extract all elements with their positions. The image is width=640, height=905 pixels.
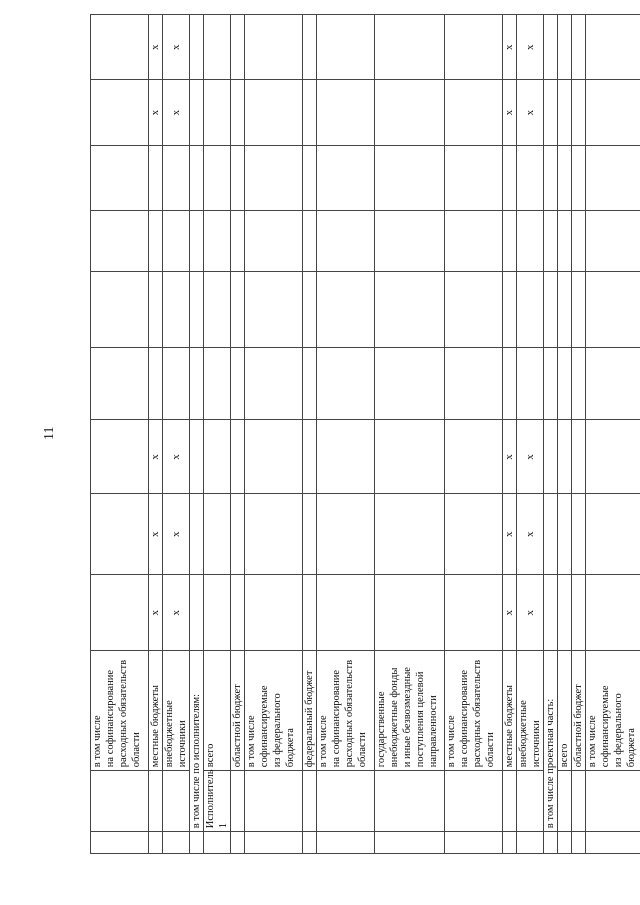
value-cell — [303, 145, 317, 210]
value-cell — [586, 80, 640, 145]
table-row — [204, 15, 231, 854]
value-cell — [204, 145, 231, 210]
value-cell — [303, 348, 317, 420]
value-cell — [149, 211, 163, 272]
value-cell: x — [503, 420, 517, 494]
value-cell — [231, 420, 245, 494]
value-cell — [544, 420, 558, 494]
value-cell: x — [517, 494, 544, 575]
value-cell — [163, 348, 190, 420]
table-row — [586, 15, 640, 854]
gap-cell — [503, 832, 517, 854]
row-label: внебюджетные источники — [163, 651, 190, 771]
gap-cell — [245, 832, 303, 854]
table-row — [303, 15, 317, 854]
value-cell — [303, 211, 317, 272]
value-cell — [572, 575, 586, 651]
row-label: местные бюджеты — [149, 651, 163, 771]
value-cell — [544, 211, 558, 272]
value-cell — [317, 420, 375, 494]
value-cell — [149, 145, 163, 210]
table-row — [572, 15, 586, 854]
group-cell: Исполнитель 1 — [204, 771, 231, 832]
group-cell — [517, 771, 544, 832]
value-cell — [558, 420, 572, 494]
value-cell — [245, 348, 303, 420]
group-cell — [163, 771, 190, 832]
value-cell — [445, 211, 503, 272]
value-cell — [190, 420, 204, 494]
value-cell — [303, 494, 317, 575]
value-cell: x — [149, 80, 163, 145]
value-cell — [517, 348, 544, 420]
value-cell — [445, 15, 503, 80]
value-cell — [586, 145, 640, 210]
value-cell: x — [149, 15, 163, 80]
table-row — [149, 15, 163, 854]
budget-table — [90, 14, 637, 854]
table-row — [91, 15, 149, 854]
value-cell — [317, 15, 375, 80]
group-cell — [149, 771, 163, 832]
row-label: федеральный бюджет — [303, 651, 317, 771]
value-cell — [503, 348, 517, 420]
value-cell — [317, 272, 375, 348]
value-cell — [445, 575, 503, 651]
table-row — [445, 15, 503, 854]
value-cell — [375, 575, 445, 651]
funding-table — [90, 14, 640, 854]
value-cell — [231, 211, 245, 272]
value-cell — [544, 494, 558, 575]
row-label: областной бюджет — [572, 651, 586, 771]
gap-cell — [204, 832, 231, 854]
gap-cell — [544, 832, 558, 854]
value-cell — [558, 15, 572, 80]
value-cell: x — [503, 15, 517, 80]
gap-cell — [517, 832, 544, 854]
group-cell — [231, 771, 245, 832]
value-cell — [586, 494, 640, 575]
value-cell — [149, 272, 163, 348]
table-row — [544, 15, 558, 854]
value-cell — [190, 15, 204, 80]
gap-cell — [163, 832, 190, 854]
value-cell — [375, 15, 445, 80]
value-cell — [91, 145, 149, 210]
value-cell — [190, 348, 204, 420]
value-cell — [544, 348, 558, 420]
value-cell — [517, 272, 544, 348]
group-cell — [445, 771, 503, 832]
group-cell — [245, 771, 303, 832]
value-cell — [544, 575, 558, 651]
value-cell — [231, 348, 245, 420]
value-cell — [503, 272, 517, 348]
table-row — [245, 15, 303, 854]
value-cell — [231, 494, 245, 575]
value-cell — [303, 80, 317, 145]
group-cell — [317, 771, 375, 832]
gap-cell — [445, 832, 503, 854]
value-cell — [245, 15, 303, 80]
value-cell — [317, 145, 375, 210]
section-header: в том числе проектная часть: — [544, 651, 558, 832]
row-label: в том числе на софинансирование расходных обязательств области — [317, 651, 375, 771]
table-row — [317, 15, 375, 854]
value-cell — [375, 272, 445, 348]
value-cell — [204, 348, 231, 420]
value-cell — [544, 15, 558, 80]
value-cell — [375, 420, 445, 494]
value-cell — [572, 494, 586, 575]
value-cell — [375, 80, 445, 145]
value-cell — [231, 80, 245, 145]
row-label: внебюджетные источники — [517, 651, 544, 771]
value-cell — [149, 348, 163, 420]
value-cell — [517, 145, 544, 210]
value-cell — [558, 348, 572, 420]
value-cell — [91, 348, 149, 420]
row-label: в том числе на софинансирование расходных обязательств области — [445, 651, 503, 771]
value-cell: x — [503, 80, 517, 145]
value-cell — [245, 420, 303, 494]
value-cell: x — [517, 575, 544, 651]
value-cell — [503, 145, 517, 210]
value-cell — [503, 211, 517, 272]
value-cell — [245, 494, 303, 575]
value-cell — [303, 15, 317, 80]
group-cell — [91, 771, 149, 832]
group-cell — [558, 771, 572, 832]
row-label: государственные внебюджетные фонды и иные безвозмездные поступления целевой направленности — [375, 651, 445, 771]
value-cell: x — [163, 80, 190, 145]
gap-cell — [586, 832, 640, 854]
gap-cell — [558, 832, 572, 854]
row-label: областной бюджет — [231, 651, 245, 771]
value-cell — [245, 575, 303, 651]
value-cell — [303, 575, 317, 651]
value-cell — [572, 272, 586, 348]
value-cell — [204, 80, 231, 145]
table-row — [375, 15, 445, 854]
value-cell — [445, 272, 503, 348]
value-cell — [586, 15, 640, 80]
value-cell — [245, 80, 303, 145]
value-cell — [91, 494, 149, 575]
value-cell — [303, 420, 317, 494]
page-number: 11 — [42, 426, 57, 440]
gap-cell — [231, 832, 245, 854]
table-row — [517, 15, 544, 854]
value-cell: x — [149, 575, 163, 651]
value-cell — [317, 575, 375, 651]
value-cell: x — [149, 420, 163, 494]
section-header: в том числе по исполнителям: — [190, 651, 204, 832]
value-cell — [190, 575, 204, 651]
value-cell — [558, 211, 572, 272]
value-cell — [204, 15, 231, 80]
value-cell: x — [149, 494, 163, 575]
group-cell — [586, 771, 640, 832]
value-cell: x — [517, 420, 544, 494]
table-row — [163, 15, 190, 854]
table-row — [231, 15, 245, 854]
group-cell — [303, 771, 317, 832]
value-cell: x — [163, 15, 190, 80]
value-cell — [572, 145, 586, 210]
value-cell — [231, 15, 245, 80]
value-cell — [572, 420, 586, 494]
value-cell — [317, 494, 375, 575]
value-cell — [91, 420, 149, 494]
value-cell — [91, 80, 149, 145]
gap-cell — [303, 832, 317, 854]
value-cell — [231, 145, 245, 210]
value-cell — [245, 145, 303, 210]
value-cell — [231, 575, 245, 651]
value-cell — [91, 575, 149, 651]
gap-cell — [91, 832, 149, 854]
value-cell — [375, 145, 445, 210]
value-cell — [317, 80, 375, 145]
group-cell — [375, 771, 445, 832]
value-cell — [445, 145, 503, 210]
value-cell — [517, 211, 544, 272]
value-cell: x — [503, 575, 517, 651]
value-cell — [91, 211, 149, 272]
value-cell — [245, 211, 303, 272]
value-cell — [91, 15, 149, 80]
value-cell — [163, 211, 190, 272]
value-cell — [586, 575, 640, 651]
value-cell — [586, 211, 640, 272]
value-cell — [375, 494, 445, 575]
value-cell — [245, 272, 303, 348]
gap-cell — [317, 832, 375, 854]
table-row — [558, 15, 572, 854]
value-cell — [375, 348, 445, 420]
value-cell — [204, 211, 231, 272]
value-cell — [163, 145, 190, 210]
value-cell — [190, 80, 204, 145]
value-cell — [91, 272, 149, 348]
value-cell — [190, 211, 204, 272]
value-cell — [204, 575, 231, 651]
value-cell — [586, 420, 640, 494]
value-cell — [317, 211, 375, 272]
value-cell — [445, 80, 503, 145]
value-cell — [204, 494, 231, 575]
gap-cell — [190, 832, 204, 854]
table-row — [503, 15, 517, 854]
table-row — [190, 15, 204, 854]
value-cell: x — [517, 15, 544, 80]
gap-cell — [375, 832, 445, 854]
value-cell — [544, 80, 558, 145]
row-label: всего — [558, 651, 572, 771]
value-cell — [586, 272, 640, 348]
group-cell — [503, 771, 517, 832]
value-cell — [572, 211, 586, 272]
value-cell — [190, 145, 204, 210]
value-cell — [317, 348, 375, 420]
value-cell: x — [517, 80, 544, 145]
gap-cell — [149, 832, 163, 854]
value-cell — [303, 272, 317, 348]
value-cell — [544, 145, 558, 210]
gap-cell — [572, 832, 586, 854]
value-cell — [204, 420, 231, 494]
row-label: в том числе на софинансирование расходных обязательств области — [91, 651, 149, 771]
value-cell — [572, 348, 586, 420]
value-cell — [190, 272, 204, 348]
row-label: местные бюджеты — [503, 651, 517, 771]
row-label: всего — [204, 651, 231, 771]
value-cell — [572, 15, 586, 80]
value-cell — [445, 494, 503, 575]
value-cell — [558, 145, 572, 210]
value-cell: x — [163, 420, 190, 494]
value-cell — [558, 494, 572, 575]
value-cell: x — [503, 494, 517, 575]
value-cell — [445, 420, 503, 494]
value-cell — [163, 272, 190, 348]
value-cell — [445, 348, 503, 420]
value-cell: x — [163, 575, 190, 651]
group-cell — [572, 771, 586, 832]
value-cell — [558, 272, 572, 348]
value-cell — [204, 272, 231, 348]
value-cell — [375, 211, 445, 272]
value-cell: x — [163, 494, 190, 575]
row-label: в том числе софинансируемые из федерального бюджета — [586, 651, 640, 771]
value-cell — [586, 348, 640, 420]
value-cell — [231, 272, 245, 348]
value-cell — [190, 494, 204, 575]
value-cell — [572, 80, 586, 145]
value-cell — [544, 272, 558, 348]
row-label: в том числе софинансируемые из федерального бюджета — [245, 651, 303, 771]
value-cell — [558, 575, 572, 651]
value-cell — [558, 80, 572, 145]
